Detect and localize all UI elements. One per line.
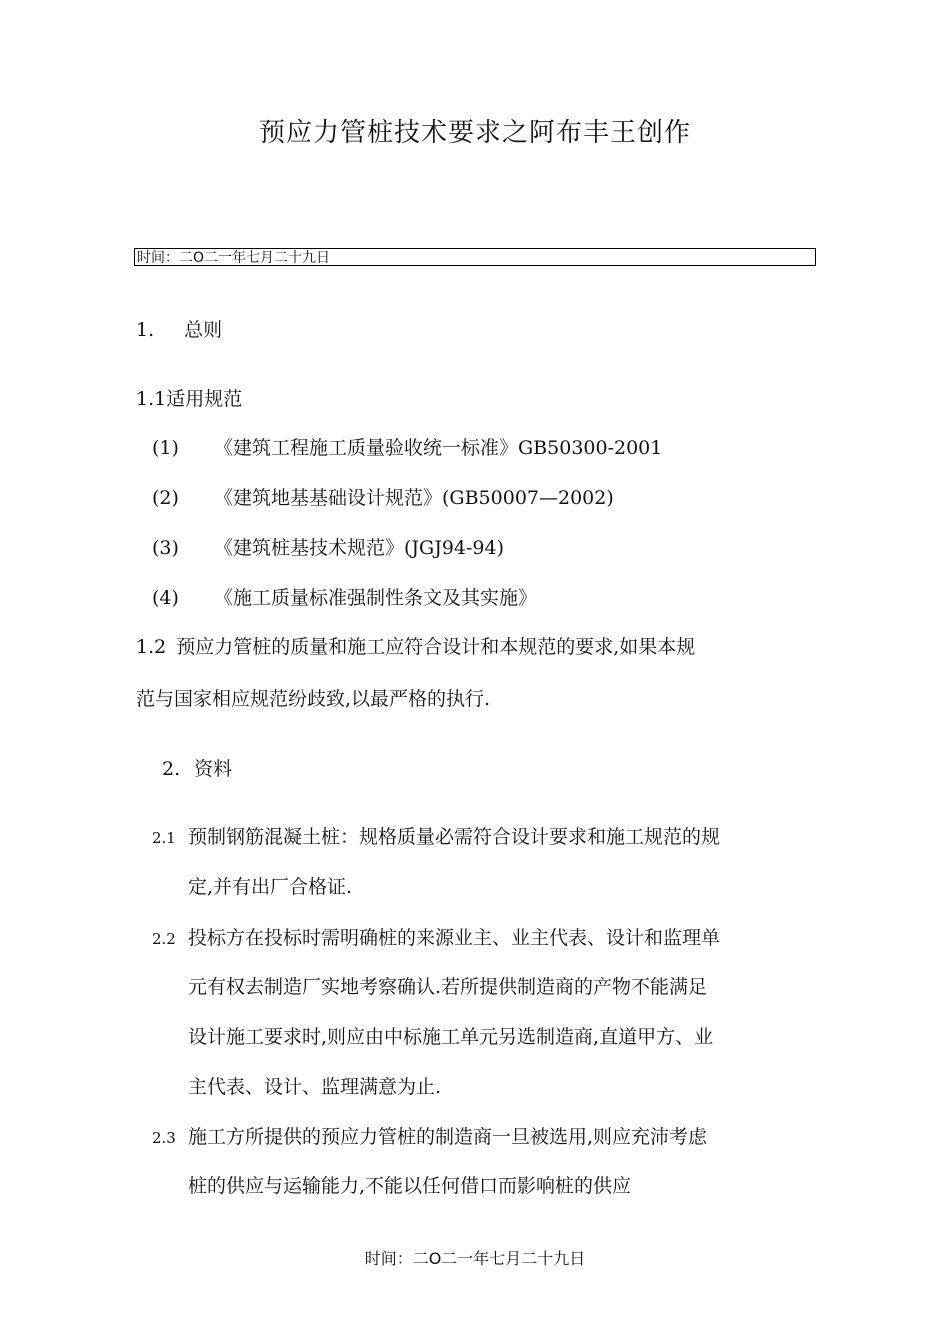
item-2-2-line-4: 主代表、设计、监理满意为止. (188, 1076, 442, 1098)
standard-number: (4) (152, 587, 179, 609)
item-number: 2.3 (152, 1129, 176, 1147)
standard-item (152, 535, 504, 561)
section-2-number: 2. (162, 758, 181, 780)
subsection-1-2-line-2: 范与国家相应规范纷歧致,以最严格的执行. (136, 688, 491, 710)
subsection-1-1-number: 1.1 (136, 388, 167, 410)
section-2-title: 资料 (194, 758, 233, 780)
item-2-1-line-1 (152, 824, 720, 851)
section-1-heading (136, 317, 222, 343)
item-2-3-line-2: 桩的供应与运输能力,不能以任何借口而影响桩的供应 (188, 1175, 632, 1197)
subsection-1-2-number: 1.2 (136, 636, 167, 658)
section-1-number: 1. (136, 319, 155, 341)
item-2-1-line-2: 定,并有出厂合格证. (188, 876, 353, 898)
item-2-2-line-3: 设计施工要求时,则应由中标施工单元另选制造商,直道甲方、业 (188, 1026, 714, 1048)
standard-number: (2) (152, 487, 179, 509)
standard-text: 《施工质量标准强制性条文及其实施》 (214, 587, 538, 609)
item-2-2-line-2: 元有权去制造厂实地考察确认.若所提供制造商的产物不能满足 (188, 976, 708, 998)
item-text: 预制钢筋混凝土桩：规格质量必需符合设计要求和施工规范的规 (188, 826, 721, 848)
time-header-box: 时间：二O二一年七月二十九日 (134, 248, 816, 266)
subsection-1-1-title: 适用规范 (166, 388, 243, 410)
item-text: 施工方所提供的预应力管桩的制造商一旦被选用,则应充沛考虑 (188, 1126, 708, 1148)
standard-text: 《建筑地基基础设计规范》(GB50007—2002) (214, 487, 614, 509)
standard-text: 《建筑桩基技术规范》(JGJ94-94) (214, 537, 505, 559)
item-2-3-line-1 (152, 1124, 707, 1151)
standard-item (152, 485, 614, 511)
standard-item (152, 585, 537, 611)
standard-number: (1) (152, 437, 179, 459)
standard-text: 《建筑工程施工质量验收统一标准》GB50300-2001 (214, 437, 663, 459)
subsection-1-2-line-1 (136, 634, 695, 660)
item-number: 2.1 (152, 829, 176, 847)
subsection-1-2-text: 预应力管桩的质量和施工应符合设计和本规范的要求,如果本规 (176, 636, 696, 658)
page-footer: 时间：二O二一年七月二十九日 (364, 1249, 586, 1268)
item-text: 投标方在投标时需明确桩的来源业主、业主代表、设计和监理单 (188, 927, 721, 949)
standard-item (152, 435, 662, 461)
standard-number: (3) (152, 537, 179, 559)
section-1-title: 总则 (184, 319, 223, 341)
item-number: 2.2 (152, 930, 176, 948)
section-2-heading (162, 756, 232, 782)
subsection-1-1-heading (136, 386, 242, 412)
item-2-2-line-1 (152, 925, 720, 952)
page-title: 预应力管桩技术要求之阿布丰王创作 (258, 118, 691, 148)
